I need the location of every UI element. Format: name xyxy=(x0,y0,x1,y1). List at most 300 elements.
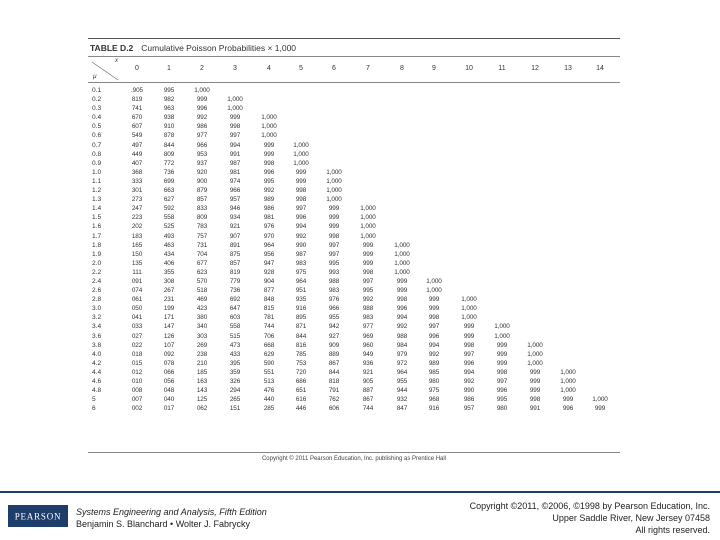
table-row xyxy=(88,395,620,404)
row-mu: 0.1 xyxy=(92,87,102,94)
table-cell: 999 xyxy=(196,96,208,104)
table-cell: 997 xyxy=(295,205,307,213)
column-header: 6 xyxy=(332,65,336,72)
row-mu: 1.0 xyxy=(92,168,102,176)
table-cell: 964 xyxy=(396,368,408,376)
table-cell: 018 xyxy=(131,350,143,358)
row-mu: 4.8 xyxy=(92,387,102,395)
title-rule xyxy=(88,56,620,57)
table-cell: 395 xyxy=(229,359,241,367)
table-cell: 1,000 xyxy=(261,114,277,122)
table-cell: 996 xyxy=(263,168,275,176)
table-cell: 998 xyxy=(295,187,307,195)
table-cell: 143 xyxy=(196,387,208,395)
column-header: 10 xyxy=(465,65,473,72)
table-cell: 936 xyxy=(362,359,374,367)
table-cell: 998 xyxy=(428,314,440,322)
table-cell: 891 xyxy=(229,241,241,249)
logo-text: PEARSON xyxy=(14,511,62,522)
row-mu: 2.0 xyxy=(92,259,102,267)
table-cell: 772 xyxy=(163,159,175,167)
table-cell: 027 xyxy=(131,332,143,340)
table-cell: 1,000 xyxy=(360,214,376,222)
table-cell: 998 xyxy=(295,196,307,204)
table-cell: 497 xyxy=(131,141,143,149)
table-cell: 294 xyxy=(229,387,241,395)
table-cell: 966 xyxy=(196,141,208,149)
column-header: 1 xyxy=(167,65,171,72)
table-cell: 1,000 xyxy=(293,141,309,149)
table-cell: 1,000 xyxy=(326,187,342,195)
table-row xyxy=(88,250,620,259)
table-cell: 989 xyxy=(263,196,275,204)
column-header: 14 xyxy=(596,65,604,72)
table-cell: 326 xyxy=(229,378,241,385)
table-cell: 955 xyxy=(328,314,340,322)
table-cell: 878 xyxy=(163,132,175,140)
table-cell: 983 xyxy=(295,259,307,267)
table-cell: 518 xyxy=(196,287,208,295)
table-cell: 022 xyxy=(131,341,143,349)
column-header: 0 xyxy=(135,65,139,72)
table-cell: 663 xyxy=(163,187,175,195)
table-cell: 957 xyxy=(463,405,475,413)
row-mu: 0.9 xyxy=(92,159,102,167)
table-cell: 1,000 xyxy=(527,350,543,358)
table-cell: 996 xyxy=(396,305,408,313)
table-cell: 135 xyxy=(131,259,143,267)
table-cell: 1,000 xyxy=(326,168,342,176)
table-cell: 887 xyxy=(362,387,374,395)
table-cell: 871 xyxy=(295,323,307,331)
row-mu: 1.4 xyxy=(92,205,102,213)
table-cell: 151 xyxy=(229,405,241,413)
table-cell: 895 xyxy=(295,314,307,322)
table-cell: 981 xyxy=(229,168,241,176)
table-cell: 998 xyxy=(496,368,508,376)
table-cell: 999 xyxy=(362,241,374,249)
table-cell: 202 xyxy=(131,223,143,231)
table-cell: 1,000 xyxy=(527,359,543,367)
table-cell: 668 xyxy=(263,341,275,349)
table-cell: 223 xyxy=(131,214,143,222)
copyright-line-3: All rights reserved. xyxy=(635,525,710,535)
table-cell: 995 xyxy=(328,259,340,267)
table-cell: 989 xyxy=(428,359,440,367)
table-cell: 999 xyxy=(328,223,340,231)
table-cell: 1,000 xyxy=(293,150,309,158)
table-cell: 833 xyxy=(196,205,208,213)
table-cell: 995 xyxy=(496,396,508,404)
table-cell: 066 xyxy=(163,368,175,376)
table-cell: 927 xyxy=(328,332,340,340)
column-header: 9 xyxy=(432,65,436,72)
table-cell: 921 xyxy=(229,223,241,231)
table-cell: 972 xyxy=(396,359,408,367)
row-mu: 2.2 xyxy=(92,268,102,276)
table-cell: 1,000 xyxy=(494,323,510,331)
table-cell: 818 xyxy=(328,378,340,385)
table-cell: 463 xyxy=(163,241,175,249)
table-cell: 092 xyxy=(163,350,175,358)
table-cell: 999 xyxy=(396,277,408,285)
column-header: 5 xyxy=(299,65,303,72)
table-cell: 238 xyxy=(196,350,208,358)
table-cell: 905 xyxy=(362,378,374,385)
table-cell: 966 xyxy=(229,187,241,195)
table-cell: 686 xyxy=(295,378,307,385)
table-cell: 999 xyxy=(362,250,374,258)
table-cell: 974 xyxy=(229,177,241,185)
table-cell: 998 xyxy=(529,396,541,404)
row-mu: 0.7 xyxy=(92,141,102,149)
table-cell: 977 xyxy=(196,132,208,140)
column-header-row xyxy=(88,65,620,77)
row-mu: 4.6 xyxy=(92,378,102,385)
table-row xyxy=(88,232,620,241)
table-cell: 449 xyxy=(131,150,143,158)
table-cell: 368 xyxy=(131,168,143,176)
table-row xyxy=(88,204,620,213)
table-cell: 513 xyxy=(263,378,275,385)
table-row xyxy=(88,359,620,368)
table-cell: 993 xyxy=(328,268,340,276)
table-cell: 033 xyxy=(131,323,143,331)
x-axis-symbol: x xyxy=(115,58,118,64)
table-cell: 932 xyxy=(396,396,408,404)
table-cell: 017 xyxy=(163,405,175,413)
table-cell: 607 xyxy=(131,123,143,131)
table-cell: 091 xyxy=(131,277,143,285)
table-cell: 380 xyxy=(196,314,208,322)
table-cell: 558 xyxy=(163,214,175,222)
table-cell: 999 xyxy=(362,259,374,267)
table-cell: 998 xyxy=(328,232,340,240)
table-cell: 720 xyxy=(295,368,307,376)
table-cell: 809 xyxy=(163,150,175,158)
table-cell: 934 xyxy=(229,214,241,222)
table-cell: 857 xyxy=(229,259,241,267)
table-cell: 815 xyxy=(263,305,275,313)
table-cell: 423 xyxy=(196,305,208,313)
table-cell: 048 xyxy=(163,387,175,395)
copyright-line-2: Upper Saddle River, New Jersey 07458 xyxy=(552,513,710,523)
header-rule xyxy=(88,82,620,83)
table-row xyxy=(88,213,620,222)
table-cell: 1,000 xyxy=(360,223,376,231)
table-cell: 061 xyxy=(131,296,143,304)
row-mu: 3.2 xyxy=(92,314,102,322)
table-cell: 920 xyxy=(196,168,208,176)
table-cell: 1,000 xyxy=(461,296,477,304)
table-cell: 955 xyxy=(396,378,408,385)
table-cell: 996 xyxy=(295,214,307,222)
table-cell: 012 xyxy=(131,368,143,376)
table-cell: 999 xyxy=(328,214,340,222)
table-cell: 995 xyxy=(362,287,374,295)
row-mu: 0.8 xyxy=(92,150,102,158)
table-cell: 994 xyxy=(229,141,241,149)
table-cell: 935 xyxy=(295,296,307,304)
table-row xyxy=(88,159,620,168)
table-cell: 986 xyxy=(463,396,475,404)
row-mu: 1.6 xyxy=(92,223,102,231)
table-cell: 875 xyxy=(229,250,241,258)
table-cell: 731 xyxy=(196,241,208,249)
table-row xyxy=(88,386,620,395)
poisson-table xyxy=(88,38,620,468)
table-cell: 1,000 xyxy=(527,341,543,349)
column-header: 3 xyxy=(233,65,237,72)
table-cell: 440 xyxy=(263,396,275,404)
book-info xyxy=(76,506,267,530)
table-cell: 627 xyxy=(163,196,175,204)
table-cell: 957 xyxy=(229,196,241,204)
table-cell: 1,000 xyxy=(261,132,277,140)
table-row xyxy=(88,404,620,413)
table-row xyxy=(88,341,620,350)
row-mu: 3.8 xyxy=(92,341,102,349)
table-cell: 446 xyxy=(295,405,307,413)
column-header: 8 xyxy=(400,65,404,72)
table-cell: 996 xyxy=(463,359,475,367)
table-cell: 992 xyxy=(263,187,275,195)
row-mu: 1.5 xyxy=(92,214,102,222)
table-cell: 938 xyxy=(163,114,175,122)
table-cell: 433 xyxy=(229,350,241,358)
table-cell: 247 xyxy=(131,205,143,213)
table-cell: 999 xyxy=(496,359,508,367)
table-cell: 062 xyxy=(196,405,208,413)
table-cell: 699 xyxy=(163,177,175,185)
table-row xyxy=(88,377,620,386)
table-caption: Cumulative Poisson Probabilities × 1,000 xyxy=(141,43,297,53)
table-cell: 879 xyxy=(196,187,208,195)
table-cell: 706 xyxy=(263,332,275,340)
column-header: 12 xyxy=(531,65,539,72)
table-cell: 781 xyxy=(263,314,275,322)
table-cell: 997 xyxy=(328,241,340,249)
table-cell: 340 xyxy=(196,323,208,331)
row-mu: 0.6 xyxy=(92,132,102,140)
table-cell: 980 xyxy=(496,405,508,413)
table-cell: 983 xyxy=(328,287,340,295)
table-cell: 988 xyxy=(396,332,408,340)
table-cell: 590 xyxy=(263,359,275,367)
table-cell: 999 xyxy=(463,332,475,340)
column-header: 7 xyxy=(366,65,370,72)
table-cell: 592 xyxy=(163,205,175,213)
table-cell: 1,000 xyxy=(360,205,376,213)
table-row xyxy=(88,286,620,295)
table-cell: 359 xyxy=(229,368,241,376)
table-cell: 910 xyxy=(163,123,175,131)
table-cell: 753 xyxy=(295,359,307,367)
row-mu: 0.3 xyxy=(92,105,102,113)
table-cell: 1,000 xyxy=(426,287,442,295)
table-cell: 998 xyxy=(396,296,408,304)
table-label: TABLE D.2 xyxy=(90,43,134,53)
table-cell: 819 xyxy=(131,96,143,104)
table-cell: 956 xyxy=(263,250,275,258)
row-mu: 4.0 xyxy=(92,350,102,358)
table-row xyxy=(88,241,620,250)
table-cell: 999 xyxy=(529,368,541,376)
table-row xyxy=(88,122,620,131)
table-cell: 991 xyxy=(229,150,241,158)
table-cell: 984 xyxy=(396,341,408,349)
table-cell: 900 xyxy=(196,177,208,185)
table-cell: 937 xyxy=(196,159,208,167)
mu-symbol: μ xyxy=(93,73,97,80)
table-row xyxy=(88,95,620,104)
table-cell: 979 xyxy=(396,350,408,358)
table-cell: 616 xyxy=(295,396,307,404)
table-cell: 183 xyxy=(131,232,143,240)
table-cell: 623 xyxy=(196,268,208,276)
table-cell: 1,000 xyxy=(394,268,410,276)
table-cell: 986 xyxy=(263,205,275,213)
table-cell: 996 xyxy=(196,105,208,113)
table-cell: 525 xyxy=(163,223,175,231)
table-row xyxy=(88,304,620,313)
table-cell: 1,000 xyxy=(326,196,342,204)
table-cell: 199 xyxy=(163,305,175,313)
table-cell: 515 xyxy=(229,332,241,340)
table-cell: 1,000 xyxy=(227,96,243,104)
table-cell: 469 xyxy=(196,296,208,304)
table-cell: 1,000 xyxy=(326,177,342,185)
table-cell: 999 xyxy=(562,396,574,404)
table-cell: 999 xyxy=(496,350,508,358)
table-cell: 165 xyxy=(131,241,143,249)
table-cell: 1,000 xyxy=(394,250,410,258)
row-mu: 1.9 xyxy=(92,250,102,258)
table-cell: 210 xyxy=(196,359,208,367)
table-cell: 960 xyxy=(362,341,374,349)
column-header: 4 xyxy=(267,65,271,72)
table-cell: 994 xyxy=(396,314,408,322)
table-cell: 867 xyxy=(362,396,374,404)
table-cell: 916 xyxy=(295,305,307,313)
table-row xyxy=(88,195,620,204)
table-row xyxy=(88,186,620,195)
table-cell: 999 xyxy=(396,287,408,295)
table-cell: 606 xyxy=(328,405,340,413)
table-row xyxy=(88,131,620,140)
table-cell: 942 xyxy=(328,323,340,331)
table-cell: 002 xyxy=(131,405,143,413)
table-cell: 1,000 xyxy=(560,378,576,385)
table-cell: 947 xyxy=(263,259,275,267)
table-cell: 010 xyxy=(131,378,143,385)
row-mu: 0.2 xyxy=(92,96,102,104)
row-mu: 4.4 xyxy=(92,368,102,376)
row-mu: 3.6 xyxy=(92,332,102,340)
table-cell: 985 xyxy=(428,368,440,376)
table-cell: 736 xyxy=(163,168,175,176)
table-cell: 994 xyxy=(295,223,307,231)
table-cell: 126 xyxy=(163,332,175,340)
row-mu: 1.8 xyxy=(92,241,102,249)
table-cell: 692 xyxy=(229,296,241,304)
table-cell: 603 xyxy=(229,314,241,322)
table-cell: .905 xyxy=(130,87,144,94)
table-cell: 964 xyxy=(263,241,275,249)
table-cell: 816 xyxy=(295,341,307,349)
table-cell: 704 xyxy=(196,250,208,258)
table-cell: 987 xyxy=(295,250,307,258)
table-cell: 848 xyxy=(263,296,275,304)
footer-rule xyxy=(0,491,720,493)
pearson-logo xyxy=(8,505,68,527)
table-cell: 847 xyxy=(396,405,408,413)
table-cell: 1,000 xyxy=(560,368,576,376)
table-cell: 977 xyxy=(362,323,374,331)
table-cell: 844 xyxy=(295,332,307,340)
table-cell: 992 xyxy=(295,232,307,240)
table-cell: 171 xyxy=(163,314,175,322)
table-cell: 889 xyxy=(328,350,340,358)
table-row xyxy=(88,177,620,186)
table-cell: 273 xyxy=(131,196,143,204)
table-cell: 819 xyxy=(229,268,241,276)
table-cell: 996 xyxy=(562,405,574,413)
table-cell: 791 xyxy=(328,387,340,395)
table-cell: 265 xyxy=(229,396,241,404)
table-cell: 999 xyxy=(263,141,275,149)
table-cell: 407 xyxy=(131,159,143,167)
column-header: 11 xyxy=(498,65,506,72)
table-cell: 629 xyxy=(263,350,275,358)
table-row xyxy=(88,86,620,95)
table-cell: 999 xyxy=(496,341,508,349)
row-mu: 6 xyxy=(92,405,96,413)
table-cell: 981 xyxy=(263,214,275,222)
table-cell: 921 xyxy=(362,368,374,376)
table-cell: 1,000 xyxy=(560,387,576,395)
table-cell: 997 xyxy=(463,350,475,358)
table-cell: 857 xyxy=(196,196,208,204)
table-cell: 308 xyxy=(163,277,175,285)
row-mu: 2.8 xyxy=(92,296,102,304)
table-row xyxy=(88,259,620,268)
table-cell: 007 xyxy=(131,396,143,404)
table-cell: 677 xyxy=(196,259,208,267)
table-cell: 976 xyxy=(328,296,340,304)
table-cell: 953 xyxy=(196,150,208,158)
table-cell: 333 xyxy=(131,177,143,185)
row-mu: 3.0 xyxy=(92,305,102,313)
table-cell: 301 xyxy=(131,187,143,195)
table-cell: 125 xyxy=(196,396,208,404)
table-body xyxy=(88,86,620,413)
table-cell: 976 xyxy=(263,223,275,231)
table-cell: 285 xyxy=(263,405,275,413)
table-cell: 997 xyxy=(328,250,340,258)
table-cell: 999 xyxy=(428,305,440,313)
table-cell: 150 xyxy=(131,250,143,258)
table-cell: 074 xyxy=(131,287,143,295)
table-cell: 1,000 xyxy=(461,305,477,313)
table-cell: 999 xyxy=(263,150,275,158)
table-cell: 303 xyxy=(196,332,208,340)
row-mu: 2.4 xyxy=(92,277,102,285)
table-cell: 964 xyxy=(295,277,307,285)
table-cell: 041 xyxy=(131,314,143,322)
table-cell: 969 xyxy=(362,332,374,340)
table-row xyxy=(88,113,620,122)
